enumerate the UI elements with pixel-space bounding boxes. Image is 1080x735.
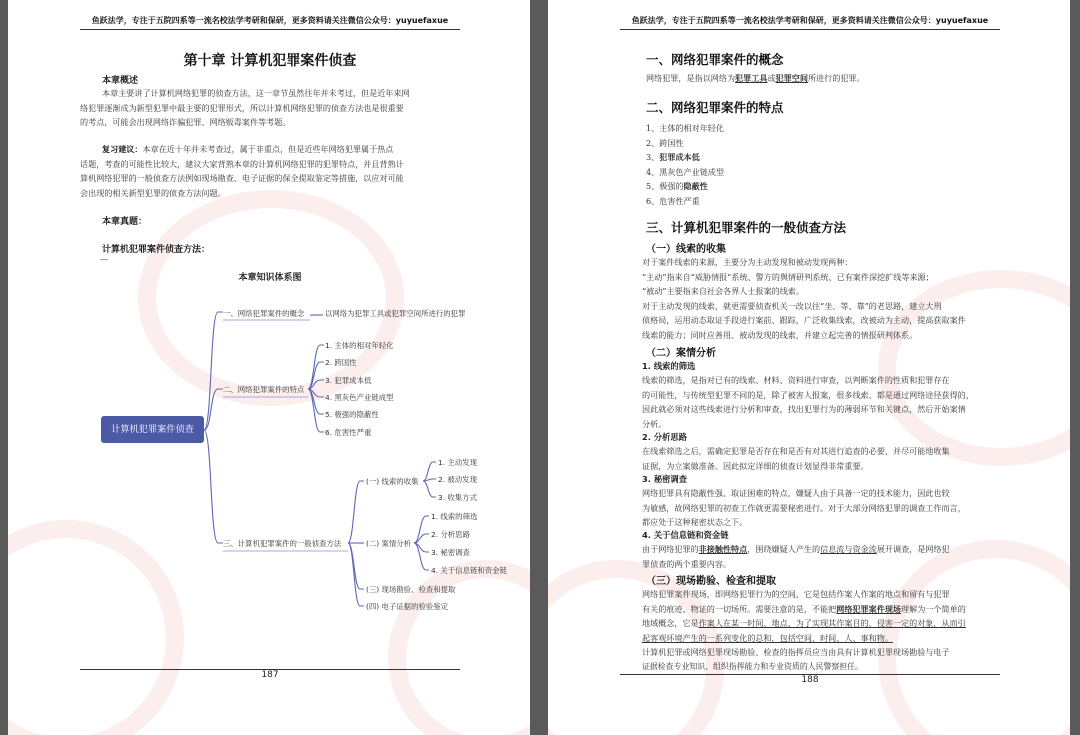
section-title: 二、网络犯罪案件的特点 — [646, 100, 784, 115]
trait-item: 1、主体的相对年轻化 — [646, 123, 724, 133]
body-line: 侦格局，运用动态取证手段进行案前、跟踪，广泛收集线索，改被动为主动，提高获取案件 — [642, 315, 966, 325]
mm-sub-item: 2. 分析思路 — [431, 530, 470, 539]
body-line: 罪侦查的两个重要内容。 — [642, 558, 732, 569]
mm-sub-scene: (三) 现场勘验、检查和提取 — [366, 585, 456, 594]
mm-branch-methods: 三、计算机犯罪案件的一般侦查方法 — [223, 539, 342, 548]
trait-item: 2、跨国性 — [646, 137, 684, 148]
body-line: 证据检查专业知识、组织指挥能力和专业资质的人民警察担任。 — [642, 661, 863, 671]
mm-branch-features: 二、网络犯罪案件的特点 — [223, 385, 305, 394]
term-crime-scene: 网络犯罪案件现场 — [836, 603, 902, 614]
body-line: 对于案件线索的来源，主要分为主动发现和被动发现两种： — [642, 257, 853, 267]
page-number: 187 — [261, 670, 279, 680]
mm-sub-item: 1. 主动发现 — [438, 458, 477, 467]
trait-item: 4、黑灰色产业链成型 — [646, 166, 724, 177]
header-rule — [620, 29, 1000, 30]
exam-title: 本章真题： — [102, 217, 148, 227]
body-line: 在线索筛选之后，需确定犯罪是否存在和是否有对其进行追查的必要，并尽可能地收集 — [642, 446, 950, 456]
body-line: 都应处于这种秘密状态之下。 — [642, 517, 748, 527]
body-line: 起客观环境产生的一系列变化的总和，包括空间、时间、人、事和物。 — [642, 632, 893, 643]
mm-sub-evidence: (四) 电子证据的检验鉴定 — [366, 602, 449, 611]
review-line: 本章在近十年并未考查过，属于非重点，但是近些年网络犯罪属于热点 — [142, 144, 394, 154]
mm-sub-item: 1. 线索的筛选 — [431, 512, 478, 521]
body-line: “主动”指来自“威胁情报”系统、警方的舆情研判系统、已有案件深挖扩线等来源； — [642, 271, 934, 282]
mm-feature-item: 1. 主体的相对年轻化 — [325, 341, 394, 350]
body-line: 线索的筛选，是指对已有的线索、材料、资料进行审查，以判断案件的性质和犯罪存在 — [642, 375, 950, 385]
mm-connector — [204, 312, 223, 430]
mm-root-label: 计算机犯罪案件侦查 — [111, 424, 194, 435]
trait-item: 3、犯罪成本低 — [646, 152, 700, 162]
mm-connector — [348, 481, 364, 543]
mm-connector — [423, 481, 436, 497]
mm-sub-case-analysis: (二) 案情分析 — [366, 539, 412, 548]
body-line: 为敏感，故网络犯罪的初查工作就更需要秘密进行。对于大部分网络犯罪的调查工作而言， — [642, 502, 966, 513]
page-header: 鱼跃法学，专注于五院四系等一流名校法学考研和保研，更多资料请关注微信公众号：yuyuefaxue — [631, 16, 989, 25]
mm-sub-item: 3. 收集方式 — [438, 493, 477, 502]
body-line: “被动”主要指来自社会各界人士报案的线索。 — [642, 286, 805, 296]
mm-connector — [204, 430, 223, 543]
review-line: 会出现的相关新型犯罪的侦查方法问题。 — [80, 187, 226, 198]
item-title: 1. 线索的筛选 — [642, 361, 696, 371]
document-page-left — [8, 0, 530, 735]
section-title: 一、网络犯罪案件的概念 — [646, 52, 784, 67]
mm-connector — [414, 543, 429, 570]
chapter-title: 第十章 计算机犯罪案件侦查 — [183, 53, 357, 69]
document-page-right — [548, 0, 1070, 735]
section-title: 三、计算机犯罪案件的一般侦查方法 — [646, 220, 847, 235]
item-title: 3. 秘密调查 — [642, 474, 688, 484]
body-line: 网络犯罪案件现场，即网络犯罪行为的空间，它是包括作案人作案的地点和留有与犯罪 — [642, 589, 950, 599]
page-header: 鱼跃法学，专注于五院四系等一流名校法学考研和保研，更多资料请关注微信公众号：yuyuefaxue — [91, 16, 449, 25]
overview-line: 络犯罪逐渐成为新型犯罪中最主要的犯罪形式，所以计算机网络犯罪的侦查方法也是很重要 — [80, 102, 404, 113]
item-title: 2. 分析思路 — [642, 432, 688, 442]
body-line: 由于网络犯罪的非接触性特点，围绕嫌疑人产生的信息流与资金流展开调查，是网络犯 — [642, 544, 950, 554]
subsection-title: （三）现场勘验、检查和提取 — [646, 576, 776, 587]
exam-item: 计算机犯罪案件侦查方法： — [102, 245, 211, 255]
body-line: 的可能性，与传统型犯罪不同的是，除了被害人报案，很多线索、都是通过网络途径获得的， — [642, 389, 974, 400]
body-line: 地域概念，它是作案人在某一时间、地点，为了实现其作案目的，侵害一定的对象，从而引 — [642, 618, 966, 628]
overview-title: 本章概述 — [102, 76, 139, 86]
watermark-seal — [878, 540, 1070, 735]
term-crime-tool: 犯罪工具 — [735, 73, 768, 83]
trait-item: 6、危害性严重 — [646, 195, 700, 206]
mm-feature-item: 4. 黑灰色产业链成型 — [325, 393, 394, 402]
review-label: 复习建议： — [102, 144, 143, 154]
mm-connector — [414, 516, 429, 543]
term-info-money-flow: 信息流与资金流 — [820, 544, 877, 554]
subsection-title: （一）线索的收集 — [646, 244, 726, 255]
mindmap-diagram — [8, 0, 530, 735]
dash-mark: — — [100, 254, 109, 264]
body-line: 线索的能力；同时应善用、被动发现的线索，并建立起完善的情报研判体系。 — [642, 329, 918, 340]
body-line: 网络犯罪具有隐蔽性强、取证困难的特点，嫌疑人由于具备一定的技术能力，因此也较 — [642, 488, 950, 498]
mm-feature-item: 5. 极强的隐蔽性 — [325, 410, 379, 419]
mm-sub-item: 4. 关于信息链和资金链 — [431, 566, 507, 575]
term-crime-space: 犯罪空间 — [775, 73, 808, 83]
mm-sub-item: 2. 被动发现 — [438, 475, 477, 484]
trait-item: 5、极强的隐蔽性 — [646, 181, 708, 191]
subsection-title: （二）案情分析 — [646, 348, 716, 359]
body-line: 分析。 — [642, 418, 667, 429]
overview-line: 本章主要讲了计算机网络犯罪的侦查方法，这一章节虽然往年并未考过，但是近年来网 — [102, 88, 410, 98]
term-non-contact: 非接触性特点 — [698, 544, 748, 554]
mm-sub-clue-collection: (一) 线索的收集 — [366, 477, 419, 486]
body-line: 证据，为立案做准备。因此拟定详细的侦查计划显得非常重要。 — [642, 460, 869, 471]
body-line: 对于主动发现的线索，就更需要侦查机关一改以往“坐、等、靠”的老思路，建立大刑 — [642, 300, 942, 311]
mm-leaf-definition: 以网络为犯罪工具或犯罪空间所进行的犯罪 — [325, 309, 466, 318]
concept-paragraph: 网络犯罪，是指以网络为犯罪工具或犯罪空间所进行的犯罪。 — [646, 73, 865, 83]
mm-branch-concept: 一、网络犯罪案件的概念 — [223, 309, 305, 318]
mm-feature-item: 3. 犯罪成本低 — [325, 376, 372, 385]
review-line: 话题，考查的可能性比较大，建议大家背熟本章的计算机网络犯罪的犯罪特点，并且背熟计 — [80, 158, 404, 169]
body-line: 因此就必须对这些线索进行分析和审查，找出犯罪行为的薄弱环节和关键点，然后开始案情 — [642, 404, 966, 414]
mm-connector — [348, 543, 364, 606]
mm-sub-item: 3. 秘密调查 — [431, 548, 470, 557]
mm-feature-item: 6. 危害性严重 — [325, 428, 372, 437]
overview-line: 的考点，可能会出现网络诈骗犯罪、网络贩毒案件等考题。 — [80, 117, 291, 127]
body-line: 有关的痕迹、物证的一切场所。需要注意的是，不能把网络犯罪案件现场理解为一个简单的 — [642, 603, 966, 614]
mm-connector — [423, 462, 436, 481]
item-title: 4. 关于信息链和资金链 — [642, 530, 729, 540]
mindmap-title: 本章知识体系图 — [238, 273, 302, 283]
mm-feature-item: 2. 跨国性 — [325, 358, 357, 367]
review-line: 算机网络犯罪的一般侦查方法例如现场勘查、电子证据的保全提取鉴定等措施，以应对可能 — [80, 173, 404, 183]
body-line: 计算机犯罪或网络犯罪现场勘验、检查的指挥员应当由具有计算机犯罪现场勘验与电子 — [642, 647, 950, 657]
page-number: 188 — [801, 675, 819, 685]
